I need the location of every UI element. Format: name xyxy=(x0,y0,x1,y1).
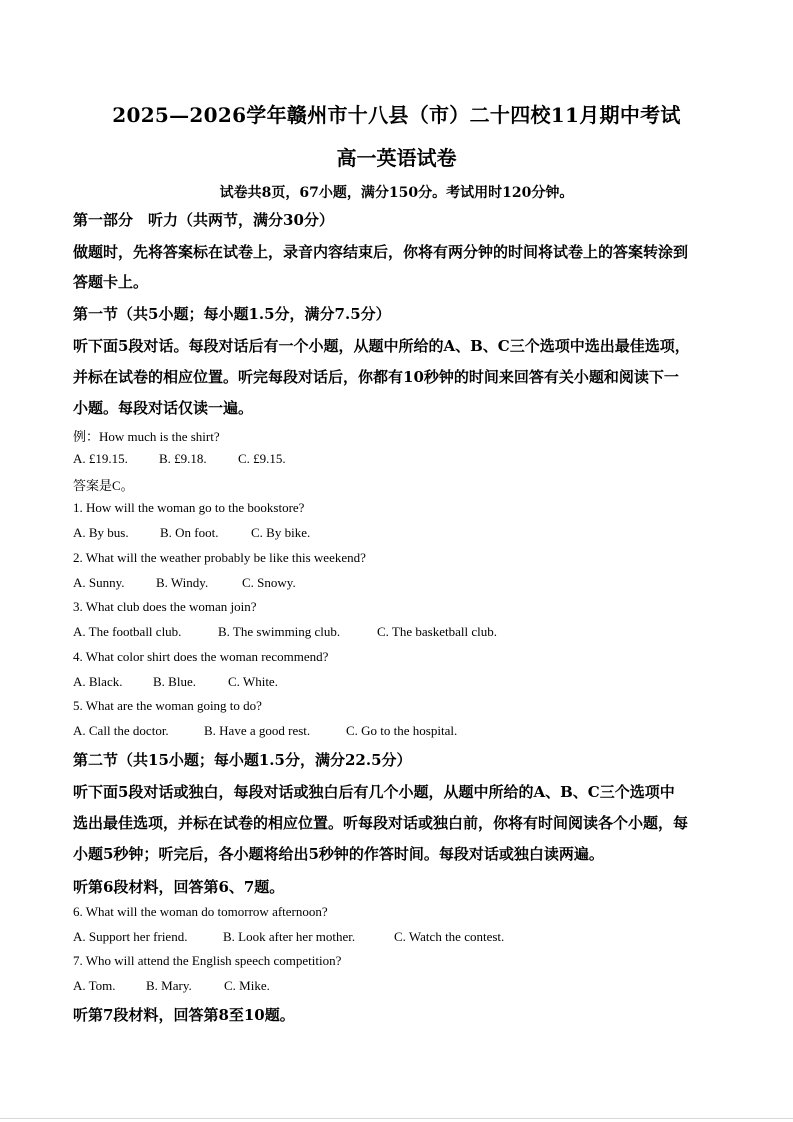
option-a: A. £19.15. xyxy=(73,451,128,466)
option-a: A. Support her friend. xyxy=(73,929,188,944)
example-answer: 答案是C。 xyxy=(73,478,134,493)
question-3-options xyxy=(73,624,497,640)
question-4: 4. What color shirt does the woman recommend? xyxy=(73,649,329,664)
question-6: 6. What will the woman do tomorrow afternoon? xyxy=(73,904,328,919)
example-question: 例：How much is the shirt? xyxy=(73,429,220,444)
option-b: B. Have a good rest. xyxy=(204,723,311,738)
question-7: 7. Who will attend the English speech competition? xyxy=(73,953,342,968)
option-b: B. The swimming club. xyxy=(218,624,341,639)
section1-heading: 第一节（共5小题；每小题1.5分，满分7.5分） xyxy=(73,305,391,323)
option-b: B. Look after her mother. xyxy=(223,929,356,944)
question-5: 5. What are the woman going to do? xyxy=(73,698,262,713)
section2-instruction-line2: 选出最佳选项，并标在试卷的相应位置。听每段对话或独白前，你将有时间阅读各个小题，每 xyxy=(73,814,689,832)
section2-instruction-line1: 听下面5段对话或独白，每段对话或独白后有几个小题，从题中所给的A、B、C三个选项中 xyxy=(73,783,675,801)
section1-instruction-line1: 听下面5段对话。每段对话后有一个小题，从题中所给的A、B、C三个选项中选出最佳选项， xyxy=(73,337,690,355)
question-2: 2. What will the weather probably be like this weekend? xyxy=(73,550,366,565)
part1-heading: 第一部分 听力（共两节，满分30分） xyxy=(73,211,334,229)
option-b: B. Blue. xyxy=(153,674,196,689)
question-5-options xyxy=(73,723,457,739)
option-a: A. Black. xyxy=(73,674,123,689)
option-b: B. Windy. xyxy=(156,575,209,590)
page-bottom-divider xyxy=(0,1118,793,1119)
option-c: C. Mike. xyxy=(224,978,270,993)
exam-title: 2025—2026学年赣州市十八县（市）二十四校11月期中考试 xyxy=(112,103,681,127)
part1-instruction-line2: 答题卡上。 xyxy=(73,273,149,291)
question-4-options xyxy=(73,674,278,690)
section1-instruction-line3: 小题。每段对话仅读一遍。 xyxy=(73,399,254,417)
material-6-heading: 听第6段材料，回答第6、7题。 xyxy=(73,878,285,896)
option-b: B. £9.18. xyxy=(159,451,207,466)
option-a: A. Call the doctor. xyxy=(73,723,169,738)
option-c: C. The basketball club. xyxy=(377,624,497,639)
option-c: C. By bike. xyxy=(251,525,311,540)
example-options xyxy=(73,451,286,467)
exam-note: 试卷共8页，67小题，满分150分。考试用时120分钟。 xyxy=(219,185,574,201)
question-1: 1. How will the woman go to the bookstore? xyxy=(73,500,305,515)
question-3: 3. What club does the woman join? xyxy=(73,599,257,614)
section1-instruction-line2: 并标在试卷的相应位置。听完每段对话后，你都有10秒钟的时间来回答有关小题和阅读下一 xyxy=(73,368,679,386)
part1-instruction-line1: 做题时，先将答案标在试卷上，录音内容结束后，你将有两分钟的时间将试卷上的答案转涂到 xyxy=(73,243,689,261)
question-6-options xyxy=(73,929,504,945)
question-7-options xyxy=(73,978,270,994)
exam-subtitle: 高一英语试卷 xyxy=(336,146,457,170)
section2-instruction-line3: 小题5秒钟；听完后，各小题将给出5秒钟的作答时间。每段对话或独白读两遍。 xyxy=(73,845,604,863)
option-a: A. Sunny. xyxy=(73,575,125,590)
question-2-options xyxy=(73,575,296,591)
material-7-heading: 听第7段材料，回答第8至10题。 xyxy=(73,1006,295,1024)
section2-heading: 第二节（共15小题；每小题1.5分，满分22.5分） xyxy=(73,751,412,769)
option-c: C. Go to the hospital. xyxy=(346,723,458,738)
option-c: C. £9.15. xyxy=(238,451,286,466)
option-c: C. Watch the contest. xyxy=(394,929,505,944)
option-a: A. By bus. xyxy=(73,525,129,540)
option-c: C. White. xyxy=(228,674,278,689)
option-a: A. The football club. xyxy=(73,624,182,639)
option-c: C. Snowy. xyxy=(242,575,296,590)
option-b: B. Mary. xyxy=(146,978,192,993)
question-1-options xyxy=(73,525,310,541)
option-a: A. Tom. xyxy=(73,978,116,993)
option-b: B. On foot. xyxy=(160,525,219,540)
